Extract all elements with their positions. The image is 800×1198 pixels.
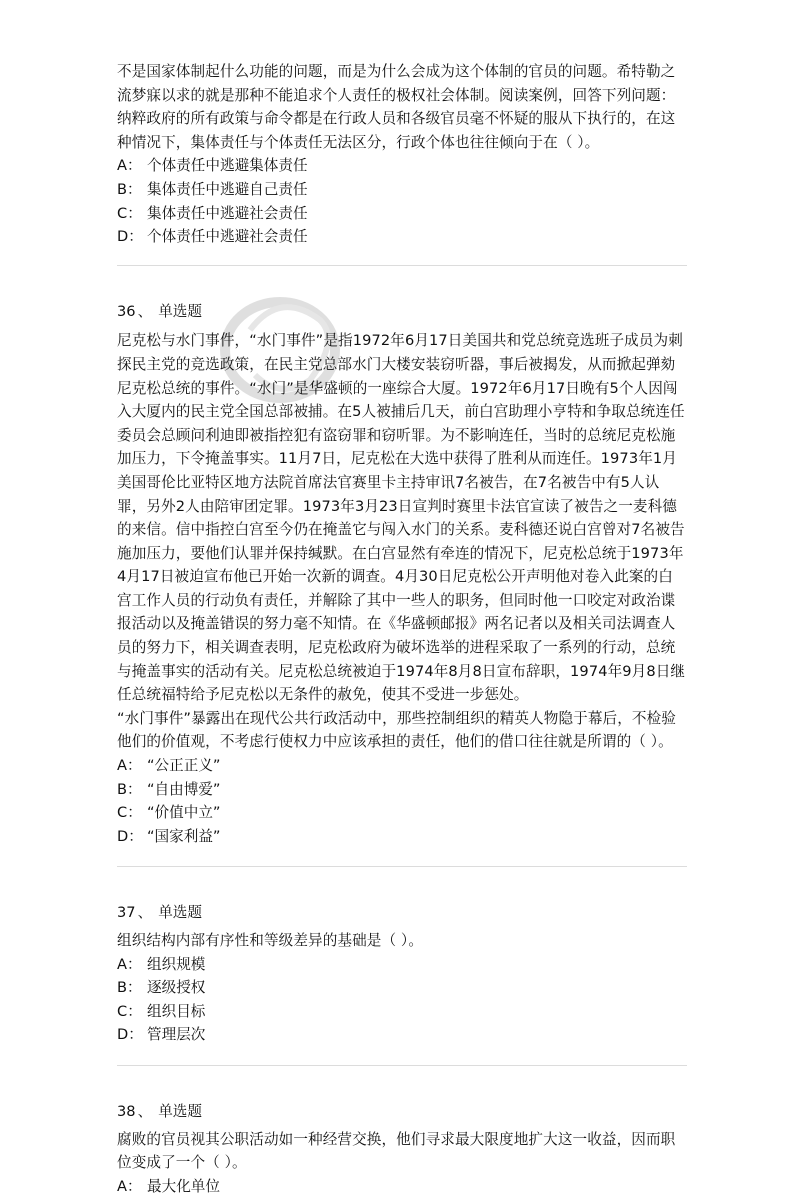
question-content	[117, 60, 687, 1198]
option-text: “国家利益”	[147, 827, 221, 845]
divider	[117, 866, 687, 867]
question-separator: 、	[137, 302, 153, 320]
question-number: 36	[117, 302, 136, 320]
question-stem: 组织结构内部有序性和等级差异的基础是（ ）。	[117, 932, 424, 949]
question-35	[117, 60, 687, 249]
option-text: 管理层次	[147, 1026, 206, 1044]
option-b[interactable]	[117, 778, 687, 802]
option-text: 个体责任中逃避集体责任	[147, 157, 308, 175]
question-separator: 、	[137, 1102, 153, 1120]
question-stem: 腐败的官员视其公职活动如一种经营交换，他们寻求最大限度地扩大这一收益，因而职位变成了一个（ ）。	[117, 1130, 676, 1172]
question-37	[117, 901, 687, 1047]
option-a[interactable]	[117, 154, 687, 178]
option-letter: A：	[117, 1177, 142, 1195]
option-d[interactable]	[117, 825, 687, 849]
option-text: “自由博爱”	[147, 780, 221, 798]
option-a[interactable]	[117, 754, 687, 778]
option-letter: D：	[117, 228, 143, 246]
question-stem: 不是国家体制起什么功能的问题，而是为什么会成为这个体制的官员的问题。希特勒之流梦寐以求的就是那种不能追求个人责任的极权社会体制。阅读案例，回答下列问题：纳粹政府的所有政策与命令都是在行政人员和各级官员毫不怀疑的服从下执行的，在这种情况下，集体责任与个体责任无法区分，行政个体也往往倾向于在（ ）。	[117, 63, 676, 151]
option-text: 组织目标	[147, 1002, 206, 1020]
option-text: 组织规模	[147, 955, 206, 973]
option-d[interactable]	[117, 1023, 687, 1047]
option-letter: B：	[117, 180, 142, 198]
option-letter: C：	[117, 204, 142, 222]
question-type: 单选题	[158, 1102, 202, 1120]
question-number: 38	[117, 1102, 136, 1120]
option-text: 集体责任中逃避自己责任	[147, 180, 308, 198]
option-c[interactable]	[117, 1000, 687, 1024]
question-type: 单选题	[158, 904, 202, 922]
option-letter: D：	[117, 827, 143, 845]
option-text: 集体责任中逃避社会责任	[147, 204, 308, 222]
option-letter: B：	[117, 979, 142, 997]
option-text: “价值中立”	[147, 804, 221, 822]
option-a[interactable]	[117, 1175, 687, 1198]
question-type: 单选题	[158, 302, 202, 320]
option-text: 最大化单位	[147, 1177, 220, 1195]
question-separator: 、	[137, 904, 153, 922]
divider	[117, 265, 687, 266]
option-b[interactable]	[117, 178, 687, 202]
option-c[interactable]	[117, 202, 687, 226]
question-number: 37	[117, 904, 136, 922]
question-header	[117, 300, 687, 324]
option-letter: A：	[117, 157, 142, 175]
question-header	[117, 1100, 687, 1124]
option-d[interactable]	[117, 225, 687, 249]
option-letter: A：	[117, 757, 142, 775]
option-text: “公正正义”	[147, 757, 221, 775]
question-38	[117, 1100, 687, 1198]
option-text: 个体责任中逃避社会责任	[147, 228, 308, 246]
option-letter: B：	[117, 780, 142, 798]
option-a[interactable]	[117, 953, 687, 977]
divider	[117, 1065, 687, 1066]
option-text: 逐级授权	[147, 979, 206, 997]
question-stem: “水门事件”暴露出在现代公共行政活动中，那些控制组织的精英人物隐于幕后，不检验他们的价值观，不考虑行使权力中应该承担的责任，他们的借口往往就是所谓的（ ）。	[117, 709, 676, 751]
option-b[interactable]	[117, 976, 687, 1000]
option-letter: C：	[117, 804, 142, 822]
question-36	[117, 300, 687, 849]
option-letter: A：	[117, 955, 142, 973]
question-passage: 尼克松与水门事件，“水门事件”是指1972年6月17日美国共和党总统竞选班子成员为刺探民主党的竞选政策，在民主党总部水门大楼安装窃听器，事后被揭发，从而掀起弹劾尼克松总统的事件。“水门”是华盛顿的一座综合大厦。1972年6月17日晚有5个人因闯入大厦内的民主党全国总部被捕。在5人被捕后几天，前白宫助理小亨特和争取总统连任委员会总顾问利迪即被指控犯有盗窃罪和窃听罪。为不影响连任，当时的总统尼克松施加压力，下令掩盖事实。11月7日，尼克松在大选中获得了胜利从而连任。1973年1月美国哥伦比亚特区地方法院首席法官赛里卡主持审讯7名被告，在7名被告中有5人认罪，另外2人由陪审团定罪。1973年3月23日宣判时赛里卡法官宣读了被告之一麦科德的来信。信中指控白宫至今仍在掩盖它与闯入水门的关系。麦科德还说白宫曾对7名被告施加压力，要他们认罪并保持缄默。在白宫显然有牵连的情况下，尼克松总统于1973年4月17日被迫宣布他已开始一次新的调查。4月30日尼克松公开声明他对卷入此案的白宫工作人员的行动负有责任，并解除了其中一些人的职务，但同时他一口咬定对政治谍报活动以及掩盖错误的努力毫不知情。在《华盛顿邮报》两名记者以及相关司法调查人员的努力下，相关调查表明，尼克松政府为破坏选举的进程采取了一系列的行动，总统与掩盖事实的活动有关。尼克松总统被迫于1974年8月8日宣布辞职，1974年9月8日继任总统福特给予尼克松以无条件的赦免，使其不受进一步惩处。	[117, 332, 686, 704]
question-header	[117, 901, 687, 925]
option-letter: C：	[117, 1002, 142, 1020]
option-c[interactable]	[117, 801, 687, 825]
option-letter: D：	[117, 1026, 143, 1044]
